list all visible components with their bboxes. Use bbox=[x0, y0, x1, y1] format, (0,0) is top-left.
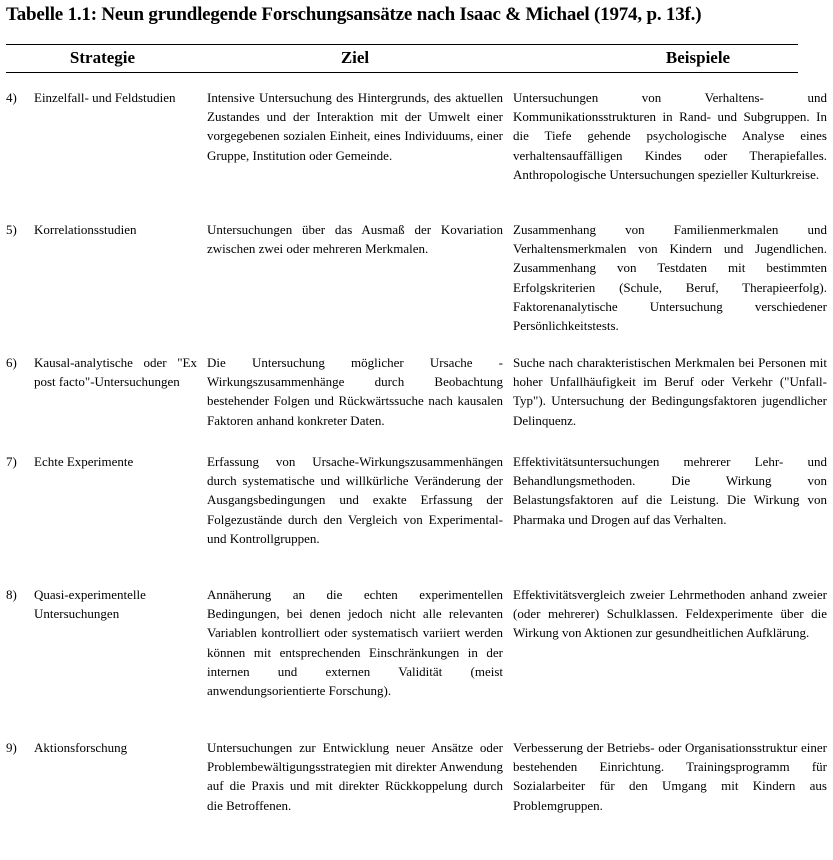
header-beispiele: Beispiele bbox=[665, 48, 731, 67]
row-number: 7) bbox=[6, 454, 17, 469]
goal-cell: Untersuchungen zur Entwicklung neuer Ansätze oder Problembewältigungsstrategien mit direkter Anwendung auf die Praxis und mit direkter Rückkoppelung durch die Betroffenen. bbox=[207, 740, 503, 813]
row-number: 4) bbox=[6, 90, 17, 105]
strategy-cell: Einzelfall- und Feldstudien bbox=[34, 90, 176, 105]
examples-cell: Effektivitätsvergleich zweier Lehrmethoden anhand zweier (oder mehrerer) Schulklassen. Feldexperimente über die Wirkung von Aktionen zur gesundheitlichen Aufklärung. bbox=[513, 587, 827, 641]
examples-cell: Suche nach charakteristischen Merkmalen bei Personen mit hoher Unfallhäufigkeit im Beruf oder Verkehr ("Unfall-Typ"). Untersuchung der Bedingungsfaktoren jugendlicher Delinquenz. bbox=[513, 355, 827, 428]
goal-cell: Erfassung von Ursache-Wirkungszusammenhängen durch systematische und willkürliche Veränderung der Ausgangsbedingungen und exakte Erfassung der Folgezustände durch den Vergleich von Experimental- und Kontrollgruppen. bbox=[207, 454, 503, 546]
row-number: 8) bbox=[6, 587, 17, 602]
examples-cell: Verbesserung der Betriebs- oder Organisationsstruktur einer bestehenden Einrichtung. Trainingsprogramm für Sozialarbeiter für den Umgang mit Kindern aus Problemgruppen. bbox=[513, 740, 827, 813]
goal-cell: Untersuchungen über das Ausmaß der Kovariation zwischen zwei oder mehreren Merkmalen. bbox=[207, 222, 503, 257]
strategy-cell: Kausal-analytische oder "Ex post facto"-Untersuchungen bbox=[34, 355, 197, 390]
goal-cell: Die Untersuchung möglicher Ursache - Wirkungszusammenhänge durch Beobachtung bestehender Folgen und Rückwärtssuche nach kausalen Faktoren anhand konkreter Daten. bbox=[207, 355, 503, 428]
strategy-cell: Echte Experimente bbox=[34, 454, 134, 469]
top-rule bbox=[6, 44, 798, 45]
row-number: 5) bbox=[6, 222, 17, 237]
strategy-cell: Korrelationsstudien bbox=[34, 222, 137, 237]
strategy-cell: Aktionsforschung bbox=[34, 740, 128, 755]
examples-cell: Effektivitätsuntersuchungen mehrerer Lehr- und Behandlungsmethoden. Die Wirkung von Belastungsfaktoren auf die Leistung. Die Wirkung von Pharmaka und Drogen auf das Verhalten. bbox=[513, 454, 827, 527]
header-rule bbox=[6, 72, 798, 73]
table-title: Tabelle 1.1: Neun grundlegende Forschungsansätze nach Isaac & Michael (1974, p. 13f.) bbox=[6, 4, 702, 25]
goal-cell: Annäherung an die echten experimentellen Bedingungen, bei denen jedoch nicht alle relevanten Variablen kontrolliert oder systematisch variiert werden können mit entsprechenden Einschränkungen in der internen und externen Validität (meist anwendungsorientierte Forschung). bbox=[207, 587, 503, 699]
strategy-cell: Quasi-experimentelle Untersuchungen bbox=[34, 587, 146, 622]
goal-cell: Intensive Untersuchung des Hintergrunds, des aktuellen Zustandes und der Interaktion mit der Umwelt einer vorgegebenen sozialen Einheit, eines Individuums, einer Gruppe, Institution oder Gemeinde. bbox=[207, 90, 503, 163]
header-ziel: Ziel bbox=[340, 48, 370, 67]
examples-cell: Untersuchungen von Verhaltens- und Kommunikationsstrukturen in Rand- und Subgruppen. In die Tiefe gehende psychologische Analyse eines verhaltensauffälligen Kindes oder Therapiefalles. Anthropologische Untersuchungen spezieller Kulturkreise. bbox=[513, 90, 827, 182]
row-number: 6) bbox=[6, 355, 17, 370]
header-strategie: Strategie bbox=[69, 48, 136, 67]
examples-cell: Zusammenhang von Familienmerkmalen und Verhaltensmerkmalen von Kindern und Jugendlichen. Zusammenhang von Testdaten mit bestimmten Erfolgskriterien (Schule, Beruf, Therapieerfolg). Faktorenanalytische Untersuchung verschiedener Persönlichkeitstests. bbox=[513, 222, 827, 334]
row-number: 9) bbox=[6, 740, 17, 755]
